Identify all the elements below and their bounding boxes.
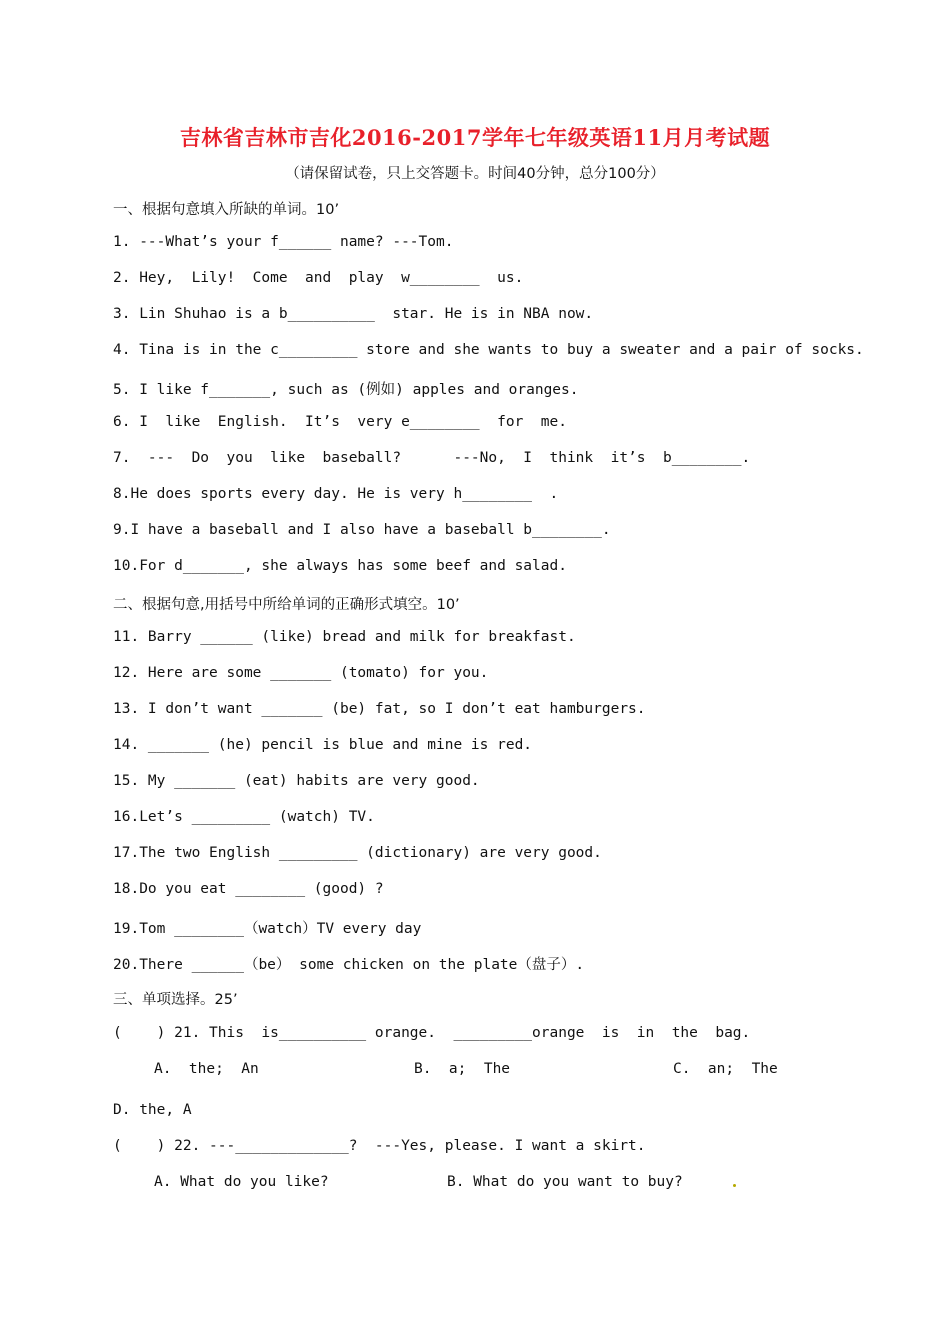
exam-title: 吉林省吉林市吉化2016-2017学年七年级英语11月月考试题 xyxy=(179,125,771,150)
question-21-stem: ( ) 21. This is__________ orange. _________orange is in the bag. xyxy=(113,1025,751,1041)
question-17: 17.The two English _________ (dictionary) are very good. xyxy=(113,845,602,861)
question-21-option-b: B. a; The xyxy=(414,1061,511,1077)
question-14: 14. _______ (he) pencil is blue and mine is red. xyxy=(113,737,533,753)
question-5: 5. I like f_______, such as (例如) apples and oranges. xyxy=(113,382,579,398)
question-21-option-c: C. an; The xyxy=(673,1061,778,1077)
question-22-option-a: A. What do you like? xyxy=(154,1174,329,1190)
section-3-heading: 三、单项选择。25’ xyxy=(113,992,238,1008)
question-1: 1. ---What’s your f______ name? ---Tom. xyxy=(113,234,454,250)
question-19: 19.Tom ________（watch）TV every day xyxy=(113,921,422,937)
question-18: 18.Do you eat ________ (good) ? xyxy=(113,881,384,897)
question-15: 15. My _______ (eat) habits are very good. xyxy=(113,773,480,789)
question-20: 20.There ______（be） some chicken on the plate（盘子）. xyxy=(113,957,585,973)
question-16: 16.Let’s _________ (watch) TV. xyxy=(113,809,375,825)
question-21-option-a: A. the; An xyxy=(154,1061,259,1077)
question-21-option-d: D. the, A xyxy=(113,1102,192,1118)
question-7: 7. --- Do you like baseball? ---No, I think it’s b________. xyxy=(113,450,751,466)
question-11: 11. Barry ______ (like) bread and milk for breakfast. xyxy=(113,629,576,645)
section-2-heading: 二、根据句意,用括号中所给单词的正确形式填空。10’ xyxy=(113,597,460,613)
question-22-stem: ( ) 22. ---_____________? ---Yes, please. I want a skirt. xyxy=(113,1138,646,1154)
question-8: 8.He does sports every day. He is very h________ . xyxy=(113,486,559,502)
section-1-heading: 一、根据句意填入所缺的单词。10’ xyxy=(113,202,340,218)
question-12: 12. Here are some _______ (tomato) for you. xyxy=(113,665,489,681)
question-3: 3. Lin Shuhao is a b__________ star. He is in NBA now. xyxy=(113,306,594,322)
question-4: 4. Tina is in the c_________ store and she wants to buy a sweater and a pair of socks. xyxy=(113,342,864,358)
question-13: 13. I don’t want _______ (be) fat, so I don’t eat hamburgers. xyxy=(113,701,646,717)
question-10: 10.For d_______, she always has some beef and salad. xyxy=(113,558,567,574)
question-2: 2. Hey, Lily! Come and play w________ us. xyxy=(113,270,524,286)
question-22-option-b: B. What do you want to buy? xyxy=(447,1174,683,1190)
question-9: 9.I have a baseball and I also have a baseball b________. xyxy=(113,522,611,538)
question-6: 6. I like English. It’s very e________ for me. xyxy=(113,414,567,430)
stray-dot-mark xyxy=(733,1184,736,1187)
exam-instructions: （请保留试卷，只上交答题卡。时间40分钟，总分100分） xyxy=(285,166,665,182)
